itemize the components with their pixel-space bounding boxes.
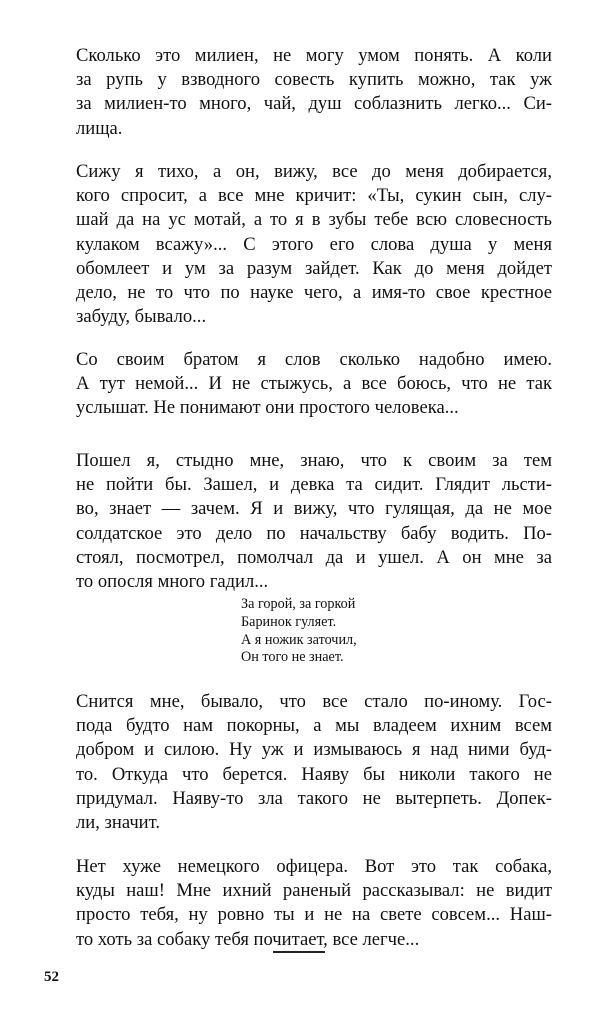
text-line: во, знает — зачем. Я и вижу, что гулящая, да не мое	[76, 498, 552, 520]
text-line: солдатское это дело по начальству бабу водить. По-	[76, 522, 552, 544]
text-line: кого спросит, а все мне кричит: «Ты, сукин сын, слу-	[76, 185, 552, 207]
text-line: Нет хуже немецкого офицера. Вот это так собака,	[76, 856, 552, 877]
text-line: Сколько это милиен, не могу умом понять. А коли	[76, 45, 552, 66]
text-line: за рупь у взводного совесть купить можно, так уж	[76, 69, 552, 91]
paragraph-5	[76, 690, 552, 835]
section-divider	[273, 951, 325, 953]
text-line: добром и силою. Ну уж и измываюсь я над ними буд-	[76, 739, 552, 761]
verse-quote	[241, 596, 357, 667]
text-line: А тут немой... И не стыжусь, а все боюсь, что не так	[76, 373, 552, 395]
text-line: то хоть за собаку тебя почитает, все легче...	[76, 928, 420, 950]
text-line: стоял, посмотрел, помолчал да и ушел. А он мне за	[76, 546, 552, 568]
text-line: лища.	[76, 117, 123, 139]
text-line: не пойти бы. Зашел, и девка та сидит. Глядит льсти-	[76, 474, 552, 496]
text-line: Сижу я тихо, а он, вижу, все до меня добирается,	[76, 161, 552, 182]
text-line: дело, не то что по науке чего, а имя-то свое крестное	[76, 282, 552, 304]
paragraph-3	[76, 348, 552, 421]
text-line: куды наш! Мне ихний раненый рассказывал: не видит	[76, 880, 552, 902]
text-line: Пошел я, стыдно мне, знаю, что к своим за тем	[76, 450, 552, 471]
paragraph-1	[76, 44, 552, 141]
text-line: то. Откуда что берется. Наяву бы николи такого не	[76, 763, 552, 785]
verse-line: Баринок гуляет.	[241, 613, 337, 630]
verse-line: За горой, за горкой	[241, 596, 356, 612]
paragraph-4	[76, 449, 552, 594]
text-line: услышат. Не понимают они простого человека...	[76, 397, 459, 419]
text-line: кулаком всажу»... С этого его слова душа у меня	[76, 233, 552, 255]
text-line: шай да на ус мотай, а то я в зубы тебе всю словесность	[76, 209, 552, 231]
paragraph-6	[76, 855, 552, 952]
text-line: забуду, бывало...	[76, 306, 207, 328]
text-line: ли, значит.	[76, 812, 161, 834]
verse-line: Он того не знает.	[241, 649, 344, 666]
text-line: за милиен-то много, чай, душ соблазнить легко... Си-	[76, 93, 552, 115]
text-line: то опосля много гадил...	[76, 571, 269, 593]
text-line: пода будто нам покорны, а мы владеем ихним всем	[76, 715, 552, 737]
text-line: Снится мне, бывало, что все стало по-иному. Гос-	[76, 691, 552, 712]
text-line: Со своим братом я слов сколько надобно имею.	[76, 349, 552, 370]
paragraph-2	[76, 160, 552, 329]
text-line: обомлеет и ум за разум зайдет. Как до меня дойдет	[76, 257, 552, 279]
text-line: просто тебя, ну ровно ты и не на свете совсем... Наш-	[76, 904, 552, 926]
verse-line: А я ножик заточил,	[241, 631, 357, 648]
text-line: придумал. Наяву-то зла такого не вытерпеть. Допек-	[76, 787, 552, 809]
page-number: 52	[44, 969, 59, 985]
